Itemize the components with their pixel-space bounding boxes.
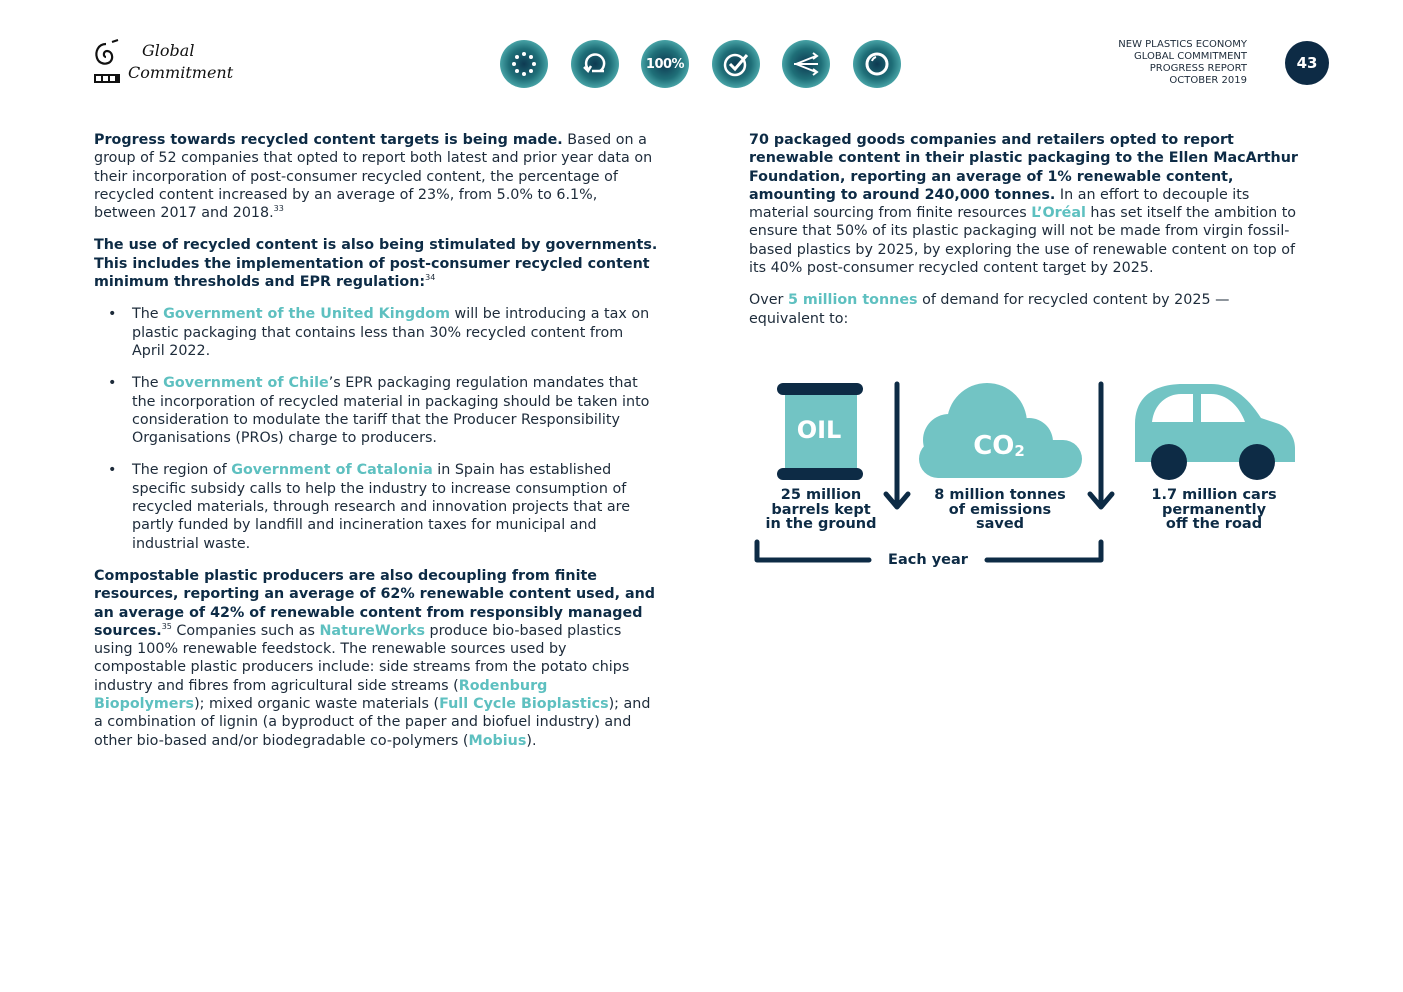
- link-natureworks[interactable]: NatureWorks: [319, 622, 425, 639]
- left-column: [94, 131, 660, 764]
- caption-line: of emissions: [948, 501, 1052, 518]
- paragraph-text: ); and a combination of lignin (a byproduct of the paper and biofuel industry) and other bio-based and/or biodegradable co-polymers (: [94, 696, 651, 749]
- paragraph-text: has set itself the ambition to ensure that 50% of its plastic packaging will not be made from virgin fossil-based plastics by 2025, by exploring the use of renewable content on top of its 40% post-consumer recycled content target by 2025.: [749, 205, 1297, 277]
- paragraph-governments: [94, 236, 660, 291]
- footnote-ref[interactable]: 35: [161, 621, 172, 631]
- paragraph-renewable: [749, 131, 1309, 277]
- global-commitment-logo: [92, 38, 234, 88]
- paragraph-lead: The use of recycled content is also being stimulated by governments. This includes the implementation of post-consumer recycled content minimum thresholds and EPR regulation:: [94, 237, 658, 291]
- report-line: OCTOBER 2019: [1169, 75, 1247, 86]
- caption-emissions: [919, 488, 1081, 532]
- report-line: PROGRESS REPORT: [1149, 63, 1247, 74]
- report-info: [1118, 39, 1247, 87]
- commitment-icons-row: [500, 40, 901, 88]
- paragraph-text: Based on a group of 52 companies that opted to report both latest and prior year data on their incorporation of post-consumer recycled content, the percentage of recycled content increased by an average of 23%, from 5.0% to 6.1%, between 2017 and 2018.: [94, 132, 653, 222]
- caption-line: 1.7 million cars: [1151, 487, 1277, 503]
- link-chile-government[interactable]: Government of Chile: [163, 375, 329, 392]
- caption-line: 8 million tonnes: [934, 487, 1066, 503]
- report-line: GLOBAL COMMITMENT: [1134, 51, 1247, 62]
- logo-mark-icon: [92, 38, 126, 88]
- paragraph-text: ).: [526, 732, 537, 749]
- link-full-cycle[interactable]: Full Cycle Bioplastics: [439, 696, 609, 713]
- government-list: [94, 305, 660, 553]
- paragraph-text: In an effort to decouple its material sourcing from finite resources: [749, 186, 1250, 222]
- paragraph-lead: Compostable plastic producers are also decoupling from finite resources, reporting an average of 62% renewable content used, and an average of 42% of renewable content from responsibly managed sources.: [94, 567, 656, 639]
- paragraph-text: Companies such as: [171, 622, 320, 639]
- caption-cars: [1133, 488, 1295, 532]
- list-text: The: [132, 306, 164, 323]
- car-icon: [1135, 384, 1295, 480]
- each-year-label: Each year: [875, 552, 981, 568]
- demand-highlight[interactable]: 5 million tonnes: [787, 292, 918, 309]
- paragraph-text: produce bio-based plastics using 100% renewable feedstock. The renewable sources used by compostable plastic producers include: side streams from the potato chips industry and fibres from agricultural side streams (: [94, 622, 630, 694]
- list-item: [132, 374, 660, 447]
- logo-title-line1: Global: [142, 41, 195, 60]
- caption-barrels: [751, 488, 891, 532]
- paragraph-text: ); mixed organic waste materials (: [194, 696, 440, 713]
- caption-line: in the ground: [765, 516, 877, 532]
- list-item: [132, 461, 660, 552]
- oil-label: OIL: [796, 416, 842, 444]
- right-column: [749, 131, 1309, 342]
- paragraph-compostable: [94, 567, 660, 750]
- co2-text: CO: [973, 431, 1015, 461]
- logo-title-line2: Commitment: [128, 63, 234, 82]
- footnote-ref[interactable]: 34: [425, 273, 436, 283]
- co2-subscript: 2: [1014, 442, 1025, 460]
- reuse-arrow-icon: [571, 40, 619, 88]
- circle-icon: [853, 40, 901, 88]
- link-rodenburg[interactable]: Rodenburg Biopolymers: [94, 677, 548, 713]
- caption-line: 25 million: [780, 487, 862, 503]
- list-text: will be introducing a tax on plastic packaging that contains less than 30% recycled content from April 2022.: [132, 306, 650, 359]
- link-catalonia-government[interactable]: Government of Catalonia: [231, 462, 433, 479]
- caption-line: saved: [975, 516, 1025, 532]
- caption-line: barrels kept: [771, 501, 871, 518]
- down-arrow-icon: [1090, 384, 1112, 507]
- link-mobius[interactable]: Mobius: [468, 732, 527, 749]
- page-number-badge: 43: [1285, 41, 1329, 85]
- list-text: The: [132, 375, 164, 392]
- hundred-percent-icon: [641, 40, 689, 88]
- paragraph-text: of demand for recycled content by 2025 — equivalent to:: [749, 292, 1230, 327]
- report-line: NEW PLASTICS ECONOMY: [1118, 39, 1247, 50]
- link-loreal[interactable]: L’Oréal: [1031, 205, 1086, 222]
- co2-label: [959, 431, 1039, 461]
- list-text: ’s EPR packaging regulation mandates that the incorporation of recycled material in packaging should be taken into consideration to modulate the tariff that the Producer Responsibility Organisations (PROs) charge to producers.: [132, 375, 650, 447]
- equivalence-infographic: [749, 378, 1309, 578]
- circular-dots-icon: [500, 40, 548, 88]
- footnote-ref[interactable]: 33: [273, 204, 284, 214]
- check-icon: [712, 40, 760, 88]
- paragraph-text: Over: [749, 292, 788, 309]
- list-text: in Spain has established specific subsidy calls to help the industry to increase consumption of recycled materials, through research and innovation projects that are partly funded by landfill and incineration taxes for municipal and industrial waste.: [132, 462, 631, 552]
- arrows-merge-icon: [782, 40, 830, 88]
- list-text: The region of: [132, 462, 232, 479]
- caption-line: off the road: [1165, 516, 1263, 532]
- paragraph-lead: Progress towards recycled content targets is being made.: [94, 132, 563, 148]
- paragraph-demand: [749, 291, 1309, 328]
- caption-line: permanently: [1161, 501, 1267, 518]
- hundred-percent-label: 100%: [645, 56, 685, 72]
- paragraph-lead: 70 packaged goods companies and retailers opted to report renewable content in their plastic packaging to the Ellen MacArthur Foundation, reporting an average of 1% renewable content, amounting to around 240,000 tonnes.: [749, 132, 1298, 203]
- list-item: [132, 305, 660, 360]
- link-uk-government[interactable]: Government of the United Kingdom: [163, 306, 451, 323]
- paragraph-recycled-progress: [94, 131, 660, 222]
